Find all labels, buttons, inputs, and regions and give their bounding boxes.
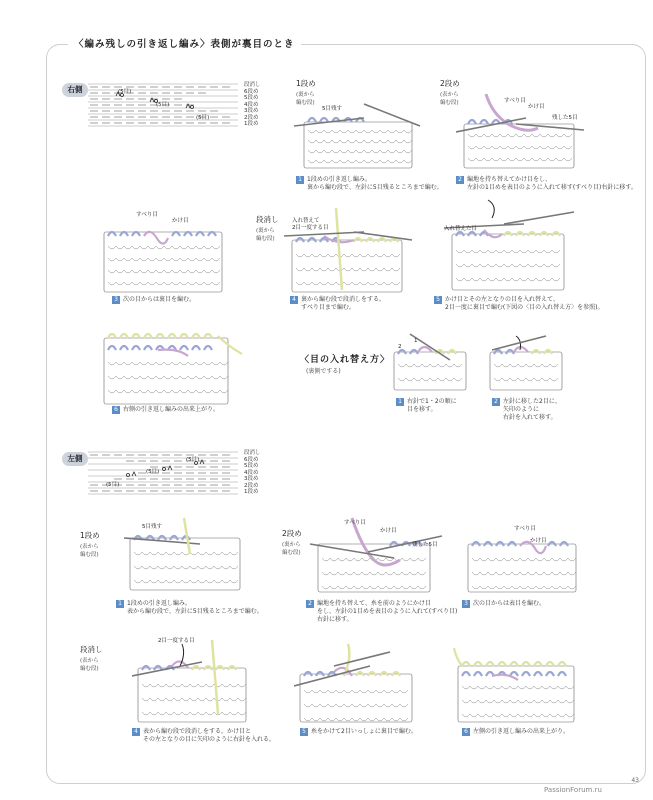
- right-step2-label: すべり目: [504, 98, 526, 104]
- left-step4-head: [80, 644, 103, 672]
- row-label: 2段め: [244, 482, 259, 489]
- step-number-badge: 6: [462, 728, 470, 736]
- left-step1-caption: [116, 600, 263, 616]
- caption-line: かけ目とその左となりの目を入れ替えて、: [445, 296, 559, 303]
- step-number-badge: 1: [396, 398, 404, 406]
- row-label: 2段め: [244, 114, 259, 121]
- right-step2-label: かけ目: [528, 104, 545, 110]
- row-label: 段消し: [244, 450, 261, 456]
- caption-line: 編地を持ち替えて、糸を前のようにかけ目: [317, 600, 431, 607]
- left-step2-caption: [306, 600, 457, 624]
- row-label: 4段め: [244, 101, 259, 108]
- right-chart-count-2: (5目): [156, 102, 170, 108]
- right-step4-label: 入れ替えて: [292, 218, 320, 224]
- left-step1-head: [80, 530, 100, 558]
- right-step3-label: かけ目: [172, 218, 189, 224]
- caption-line: 2目一度に裏目で編む(下図の〈目の入れ替え方〉を参照)。: [445, 304, 604, 311]
- step-row-label: 段消し: [256, 215, 279, 224]
- swap-step2-caption: [492, 398, 561, 422]
- step-number-badge: 4: [132, 728, 140, 736]
- step-side-label: (裏から編む段): [282, 542, 301, 556]
- caption-line: 矢印のように: [503, 406, 540, 413]
- caption-line: 表から編む段で段消しをする。かけ目と: [143, 728, 252, 735]
- step-number-badge: 2: [306, 600, 314, 608]
- left-step5-illustration: [294, 640, 424, 724]
- right-step1-head: [296, 78, 316, 106]
- left-chart-count-2: (5目): [146, 469, 160, 475]
- caption-line: 裏から編む段で、左針に5目残るところまで編む。: [307, 184, 443, 191]
- right-step2-label: 残した5目: [552, 115, 578, 121]
- caption-line: 表から編む段で、左針に5目残るところまで編む。: [127, 608, 263, 615]
- step-row-label: 1段め: [80, 531, 100, 540]
- row-label: 3段め: [244, 476, 259, 482]
- step-number-badge: 4: [290, 296, 298, 304]
- right-chart-row-labels: [244, 82, 261, 128]
- swap-step1-caption: [396, 398, 457, 414]
- left-step6-illustration: [452, 640, 586, 724]
- left-step3-caption: [462, 600, 545, 608]
- step-number-badge: 3: [112, 296, 120, 304]
- swap-title: 〈目の入れ替え方〉: [300, 355, 391, 365]
- right-step4-label: 2目一度する目: [292, 225, 329, 231]
- caption-line: 次の目からは表目を編む。: [473, 600, 546, 607]
- caption-line: 左針に移した2目に、: [503, 398, 561, 405]
- step-number-badge: 2: [492, 398, 500, 406]
- row-label: 4段め: [244, 469, 259, 476]
- left-chart-row-labels: [244, 450, 261, 496]
- left-step2-illustration: [308, 514, 444, 594]
- caption-line: 左側の引き返し編みの出来上がり。: [473, 728, 570, 735]
- caption-line: 右針を入れて移す。: [503, 414, 557, 421]
- row-label: 3段め: [244, 108, 259, 114]
- right-step3-caption: [112, 296, 195, 304]
- step-side-label: (表から編む段): [80, 544, 99, 558]
- row-label: 1段め: [244, 121, 259, 127]
- step-number-badge: 5: [300, 728, 308, 736]
- step-side-label: (表から編む段): [80, 658, 99, 672]
- right-step2-caption: [456, 176, 637, 192]
- step-side-label: (裏から編む段): [296, 92, 315, 106]
- left-step3-label: かけ目: [530, 538, 547, 544]
- row-label: 5段め: [244, 95, 259, 101]
- right-step1-illustration: [294, 100, 424, 170]
- right-chart-count-1: (5目): [118, 89, 132, 95]
- caption-line: すべり目まで編む。: [301, 304, 355, 311]
- caption-line: 右針に移す。: [317, 616, 353, 623]
- caption-line: 1段めの引き返し編み。: [127, 600, 192, 607]
- left-chart-count-3: (5目): [186, 457, 200, 463]
- step-number-badge: 1: [296, 176, 304, 184]
- page-title: 〈編み残しの引き返し編み〉表側が裏目のとき: [68, 36, 301, 50]
- row-label: 段消し: [244, 82, 261, 88]
- swap-step1-label: 1: [414, 338, 418, 344]
- left-step2-head: [282, 528, 302, 556]
- step-number-badge: 1: [116, 600, 124, 608]
- step-number-badge: 3: [462, 600, 470, 608]
- row-label: 1段め: [244, 489, 259, 495]
- right-step5-label: 入れ替えた目: [444, 226, 478, 232]
- right-step5-illustration: [444, 194, 576, 292]
- caption-line: その左となりの目に矢印のように右針を入れる。: [143, 736, 276, 743]
- right-step6-illustration: [98, 314, 248, 406]
- left-chart-count-1: (5目): [106, 482, 120, 488]
- left-step6-caption: [462, 728, 569, 736]
- caption-line: 左針の1目めを表目のように入れて移す(すべり目)右針に移す。: [467, 184, 637, 191]
- caption-line: 右側の引き返し編みの出来上がり。: [123, 406, 220, 413]
- step-number-badge: 2: [456, 176, 464, 184]
- left-step2-label: 残した5目: [412, 542, 438, 548]
- caption-line: 目を移す。: [407, 406, 437, 413]
- left-side-badge: 左側: [62, 452, 88, 466]
- step-side-label: (表から編む段): [440, 92, 459, 106]
- page-number: 43: [631, 777, 639, 784]
- left-step2-label: かけ目: [380, 528, 397, 534]
- caption-line: 1段めの引き返し編み。: [307, 176, 372, 183]
- left-step4-label: 2目一度する目: [158, 638, 195, 644]
- right-step4-head: [256, 214, 279, 242]
- caption-line: 編地を持ち替えてかけ目をし、: [467, 176, 552, 183]
- caption-line: 右針で1・2の順に: [407, 398, 457, 405]
- right-chart-count-3: (5目): [196, 115, 210, 121]
- row-label: 5段め: [244, 463, 259, 469]
- caption-line: をし、左針の1目めを表目のように入れて(すべり目): [317, 608, 458, 615]
- right-step2-illustration: [456, 94, 586, 170]
- swap-step1-label: 2: [398, 344, 402, 350]
- caption-line: 次の目からは裏目を編む。: [123, 296, 196, 303]
- right-step3-illustration: [100, 210, 230, 294]
- left-chart: [88, 450, 243, 498]
- step-side-label: (裏から編む段): [256, 228, 275, 242]
- swap-subtitle: (裏側でする): [306, 368, 341, 375]
- left-step1-label: 5目残す: [142, 524, 162, 530]
- left-step4-caption: [132, 728, 275, 744]
- left-step3-label: すべり目: [514, 526, 536, 532]
- right-side-badge: 右側: [62, 83, 88, 97]
- left-step2-label: すべり目: [344, 520, 366, 526]
- right-step2-head: [440, 78, 460, 106]
- swap-step2-illustration: [486, 330, 566, 392]
- step-number-badge: 6: [112, 406, 120, 414]
- left-step5-caption: [300, 728, 417, 736]
- right-step4-caption: [290, 296, 385, 312]
- step-number-badge: 5: [434, 296, 442, 304]
- step-row-label: 1段め: [296, 79, 316, 88]
- left-step4-illustration: [132, 634, 252, 724]
- caption-line: 裏から編む段で段消しをする。: [301, 296, 386, 303]
- swap-step1-illustration: [390, 330, 470, 392]
- right-step5-caption: [434, 296, 604, 312]
- row-label: 6段め: [244, 456, 259, 463]
- caption-line: 糸をかけて2目いっしょに裏目で編む。: [311, 728, 417, 735]
- watermark: PassionForum.ru: [544, 786, 602, 794]
- step-row-label: 段消し: [80, 645, 103, 654]
- step-row-label: 2段め: [282, 529, 302, 538]
- right-step3-label: すべり目: [136, 212, 158, 218]
- row-label: 6段め: [244, 88, 259, 95]
- right-step1-label: 5目残す: [322, 106, 342, 112]
- right-step6-caption: [112, 406, 219, 414]
- step-row-label: 2段め: [440, 79, 460, 88]
- right-step1-caption: [296, 176, 443, 192]
